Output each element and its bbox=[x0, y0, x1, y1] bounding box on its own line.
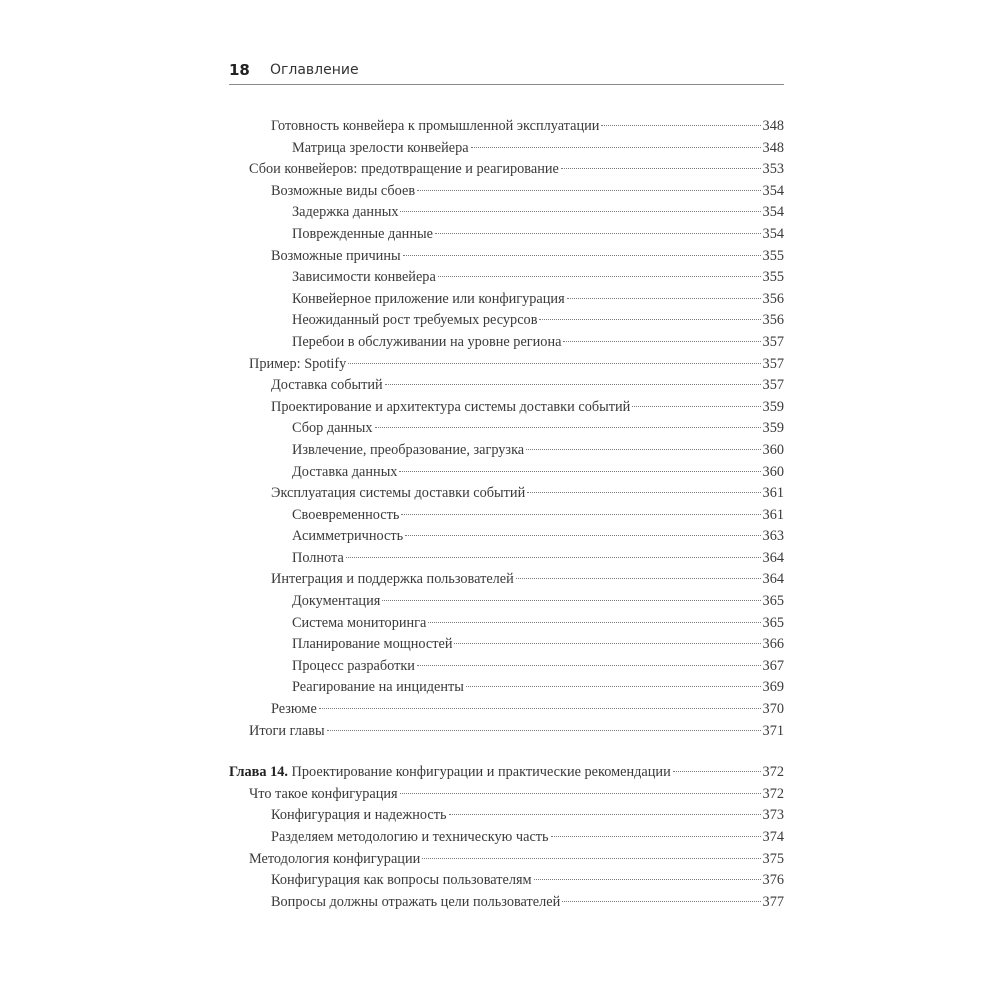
toc-entry-label: Пример: Spotify bbox=[249, 355, 347, 372]
toc-entry-title bbox=[292, 548, 344, 570]
toc-page-number: 348 bbox=[762, 118, 784, 134]
toc-entry-label: Система мониторинга bbox=[292, 614, 427, 631]
toc-entry-label: Готовность конвейера к промышленной эксплуатации bbox=[271, 118, 600, 134]
toc-entry-title bbox=[249, 784, 398, 806]
dot-leader bbox=[399, 471, 760, 472]
toc-page-number: 359 bbox=[762, 398, 784, 415]
toc-page-number: 361 bbox=[762, 485, 784, 502]
toc-page-number: 370 bbox=[762, 701, 784, 718]
toc-entry[interactable] bbox=[229, 699, 784, 721]
toc-entry-label: Конфигурация как вопросы пользователям bbox=[271, 872, 532, 889]
toc-entry-title bbox=[271, 116, 599, 138]
dot-leader bbox=[382, 600, 760, 601]
toc-page-number: 357 bbox=[762, 333, 784, 350]
toc-entry-label: Что такое конфигурация bbox=[249, 785, 398, 802]
dot-leader bbox=[632, 406, 760, 407]
dot-leader bbox=[454, 643, 760, 644]
toc-page-number: 371 bbox=[762, 722, 784, 739]
toc-page-number: 377 bbox=[762, 893, 784, 910]
toc-entry-title bbox=[249, 159, 559, 181]
toc-entry-title bbox=[292, 332, 561, 354]
toc-entry-label: Перебои в обслуживании на уровне региона bbox=[292, 333, 562, 350]
toc-page-number: 374 bbox=[762, 829, 784, 845]
toc-entry[interactable] bbox=[229, 870, 784, 892]
toc-page-number: 356 bbox=[762, 290, 784, 307]
dot-leader bbox=[449, 814, 761, 815]
dot-leader bbox=[534, 879, 761, 880]
toc-entry-label: Интеграция и поддержка пользователей bbox=[271, 571, 514, 588]
toc-entry[interactable] bbox=[229, 656, 784, 678]
dot-leader bbox=[385, 384, 761, 385]
toc-entry-label: Методология конфигурации bbox=[249, 850, 421, 867]
toc-entry[interactable] bbox=[229, 246, 784, 268]
toc-entry[interactable] bbox=[229, 181, 784, 203]
toc-page-number: 375 bbox=[762, 850, 784, 867]
toc-entry-title bbox=[271, 827, 549, 849]
table-of-contents bbox=[229, 116, 784, 913]
toc-entry[interactable] bbox=[229, 569, 784, 591]
toc-entry-title bbox=[271, 892, 560, 914]
toc-entry-title bbox=[292, 202, 398, 224]
dot-leader bbox=[403, 255, 761, 256]
dot-leader bbox=[435, 233, 761, 234]
toc-page-number: 367 bbox=[762, 657, 784, 674]
dot-leader bbox=[400, 793, 761, 794]
toc-entry[interactable] bbox=[229, 634, 784, 656]
toc-page-number: 373 bbox=[762, 807, 784, 824]
toc-entry-label: Возможные причины bbox=[271, 247, 401, 264]
toc-entry-title bbox=[249, 721, 325, 743]
toc-page-number: 360 bbox=[762, 463, 784, 480]
toc-page-number: 372 bbox=[762, 764, 784, 781]
toc-page-number: 354 bbox=[762, 204, 784, 221]
toc-entry-label: Матрица зрелости конвейера bbox=[292, 139, 469, 156]
toc-entry-title bbox=[271, 375, 383, 397]
toc-entry-label: Разделяем методологию и техническую часть bbox=[271, 829, 549, 845]
dot-leader bbox=[527, 492, 760, 493]
toc-entry-label: Проектирование конфигурации и практические рекомендации bbox=[291, 764, 671, 781]
toc-entry[interactable] bbox=[229, 354, 784, 376]
dot-leader bbox=[563, 341, 760, 342]
toc-entry[interactable] bbox=[229, 505, 784, 527]
dot-leader bbox=[348, 363, 760, 364]
dot-leader bbox=[422, 858, 760, 859]
toc-page-number: 364 bbox=[762, 571, 784, 588]
dot-leader bbox=[516, 578, 761, 579]
toc-entry-label: Зависимости конвейера bbox=[292, 269, 436, 286]
dot-leader bbox=[346, 557, 761, 558]
toc-entry-label: Проектирование и архитектура системы доставки событий bbox=[271, 398, 631, 415]
toc-page-number: 364 bbox=[762, 549, 784, 566]
toc-entry[interactable] bbox=[229, 202, 784, 224]
toc-page-number: 357 bbox=[762, 377, 784, 394]
toc-entry-title bbox=[292, 440, 524, 462]
toc-entry-title bbox=[292, 224, 433, 246]
toc-entry-title bbox=[271, 483, 525, 505]
toc-entry-label: Конвейерное приложение или конфигурация bbox=[292, 290, 565, 307]
toc-entry-title bbox=[271, 181, 415, 203]
dot-leader bbox=[526, 449, 760, 450]
toc-entry-label: Резюме bbox=[271, 701, 317, 718]
toc-entry[interactable] bbox=[229, 462, 784, 484]
toc-entry-title bbox=[271, 397, 630, 419]
toc-entry-title bbox=[292, 138, 469, 160]
toc-entry[interactable] bbox=[229, 159, 784, 181]
dot-leader bbox=[539, 319, 760, 320]
toc-entry-label: Реагирование на инциденты bbox=[292, 679, 464, 696]
page-header bbox=[229, 58, 784, 85]
toc-entry[interactable] bbox=[229, 138, 784, 160]
toc-entry-label: Сбор данных bbox=[292, 420, 373, 437]
dot-leader bbox=[319, 708, 761, 709]
toc-page-number: 355 bbox=[762, 269, 784, 286]
toc-entry-title bbox=[271, 870, 532, 892]
chapter-number: Глава 14. bbox=[229, 764, 288, 781]
dot-leader bbox=[428, 622, 760, 623]
dot-leader bbox=[562, 901, 760, 902]
toc-page-number: 355 bbox=[762, 247, 784, 264]
toc-page-number: 363 bbox=[762, 528, 784, 545]
toc-entry[interactable] bbox=[229, 375, 784, 397]
toc-entry-label: Доставка событий bbox=[271, 377, 383, 394]
toc-page-number: 357 bbox=[762, 355, 784, 372]
toc-entry[interactable] bbox=[229, 721, 784, 743]
toc-entry[interactable] bbox=[229, 440, 784, 462]
toc-entry-title bbox=[249, 849, 420, 871]
toc-entry[interactable] bbox=[229, 116, 784, 138]
toc-entry-label: Вопросы должны отражать цели пользователей bbox=[271, 893, 561, 910]
toc-entry[interactable] bbox=[229, 892, 784, 914]
dot-leader bbox=[327, 730, 761, 731]
toc-entry[interactable] bbox=[229, 267, 784, 289]
page-number: 18 bbox=[229, 61, 250, 79]
toc-entry-title bbox=[271, 246, 401, 268]
dot-leader bbox=[400, 211, 760, 212]
toc-entry[interactable] bbox=[229, 483, 784, 505]
toc-entry[interactable] bbox=[229, 397, 784, 419]
dot-leader bbox=[471, 147, 761, 148]
toc-entry[interactable] bbox=[229, 224, 784, 246]
toc-entry[interactable] bbox=[229, 784, 784, 806]
toc-entry-title bbox=[292, 418, 373, 440]
toc-entry-title bbox=[292, 462, 397, 484]
toc-entry-label: Доставка данных bbox=[292, 463, 398, 480]
toc-page-number: 365 bbox=[762, 614, 784, 631]
toc-entry-label: Сбои конвейеров: предотвращение и реагирование bbox=[249, 161, 559, 178]
toc-entry-title bbox=[292, 613, 426, 635]
toc-entry-title bbox=[271, 805, 447, 827]
toc-page-number: 356 bbox=[762, 312, 784, 329]
toc-entry-label: Процесс разработки bbox=[292, 657, 415, 674]
toc-chapter-entry[interactable] bbox=[229, 762, 784, 784]
toc-entry-label: Асимметричность bbox=[292, 528, 404, 545]
toc-page-number: 376 bbox=[762, 872, 784, 889]
toc-page-number: 354 bbox=[762, 225, 784, 242]
toc-page-number: 360 bbox=[762, 441, 784, 458]
toc-entry-title bbox=[292, 267, 436, 289]
toc-page-number: 369 bbox=[762, 679, 784, 696]
dot-leader bbox=[417, 190, 760, 191]
toc-entry-title bbox=[292, 656, 415, 678]
toc-entry[interactable] bbox=[229, 613, 784, 635]
toc-entry-label: Конфигурация и надежность bbox=[271, 807, 447, 824]
toc-page-number: 365 bbox=[762, 593, 784, 610]
toc-entry-title bbox=[292, 677, 464, 699]
dot-leader bbox=[561, 168, 761, 169]
toc-entry-label: Своевременность bbox=[292, 506, 400, 523]
dot-leader bbox=[375, 427, 761, 428]
toc-entry[interactable] bbox=[229, 591, 784, 613]
toc-entry-title bbox=[292, 591, 380, 613]
toc-entry-title bbox=[292, 634, 452, 656]
toc-entry-label: Извлечение, преобразование, загрузка bbox=[292, 441, 525, 458]
toc-entry[interactable] bbox=[229, 289, 784, 311]
toc-page-number: 366 bbox=[762, 636, 784, 653]
toc-entry[interactable] bbox=[229, 526, 784, 548]
dot-leader bbox=[673, 771, 761, 772]
dot-leader bbox=[601, 125, 760, 126]
dot-leader bbox=[466, 686, 761, 687]
toc-entry[interactable] bbox=[229, 805, 784, 827]
dot-leader bbox=[417, 665, 761, 666]
toc-entry[interactable] bbox=[229, 332, 784, 354]
dot-leader bbox=[567, 298, 761, 299]
toc-entry[interactable] bbox=[229, 849, 784, 871]
dot-leader bbox=[438, 276, 761, 277]
toc-entry-title bbox=[249, 354, 346, 376]
toc-page-number: 353 bbox=[762, 161, 784, 178]
toc-entry[interactable] bbox=[229, 827, 784, 849]
toc-entry[interactable] bbox=[229, 310, 784, 332]
toc-page-number: 348 bbox=[762, 139, 784, 156]
running-section-title: Оглавление bbox=[270, 62, 359, 78]
toc-entry[interactable] bbox=[229, 548, 784, 570]
toc-entry-title bbox=[229, 762, 671, 784]
toc-entry-title bbox=[271, 699, 317, 721]
dot-leader bbox=[551, 836, 761, 837]
toc-entry-label: Поврежденные данные bbox=[292, 225, 433, 242]
dot-leader bbox=[401, 514, 760, 515]
toc-page-number: 372 bbox=[762, 785, 784, 802]
dot-leader bbox=[405, 535, 760, 536]
toc-entry-label: Задержка данных bbox=[292, 204, 399, 221]
toc-entry-label: Документация bbox=[292, 593, 381, 610]
toc-entry-label: Полнота bbox=[292, 549, 344, 566]
toc-entry-title bbox=[292, 289, 565, 311]
toc-entry-label: Возможные виды сбоев bbox=[271, 182, 416, 199]
toc-entry-label: Неожиданный рост требуемых ресурсов bbox=[292, 312, 538, 329]
toc-entry-title bbox=[292, 505, 399, 527]
toc-entry-label: Планирование мощностей bbox=[292, 636, 453, 653]
toc-page-number: 361 bbox=[762, 506, 784, 523]
toc-entry-label: Эксплуатация системы доставки событий bbox=[271, 485, 526, 502]
toc-entry-title bbox=[271, 569, 514, 591]
toc-page-number: 359 bbox=[762, 420, 784, 437]
toc-entry-label: Итоги главы bbox=[249, 722, 325, 739]
toc-page-number: 354 bbox=[762, 182, 784, 199]
toc-entry[interactable] bbox=[229, 418, 784, 440]
toc-entry-title bbox=[292, 310, 537, 332]
toc-entry-title bbox=[292, 526, 403, 548]
toc-entry[interactable] bbox=[229, 677, 784, 699]
